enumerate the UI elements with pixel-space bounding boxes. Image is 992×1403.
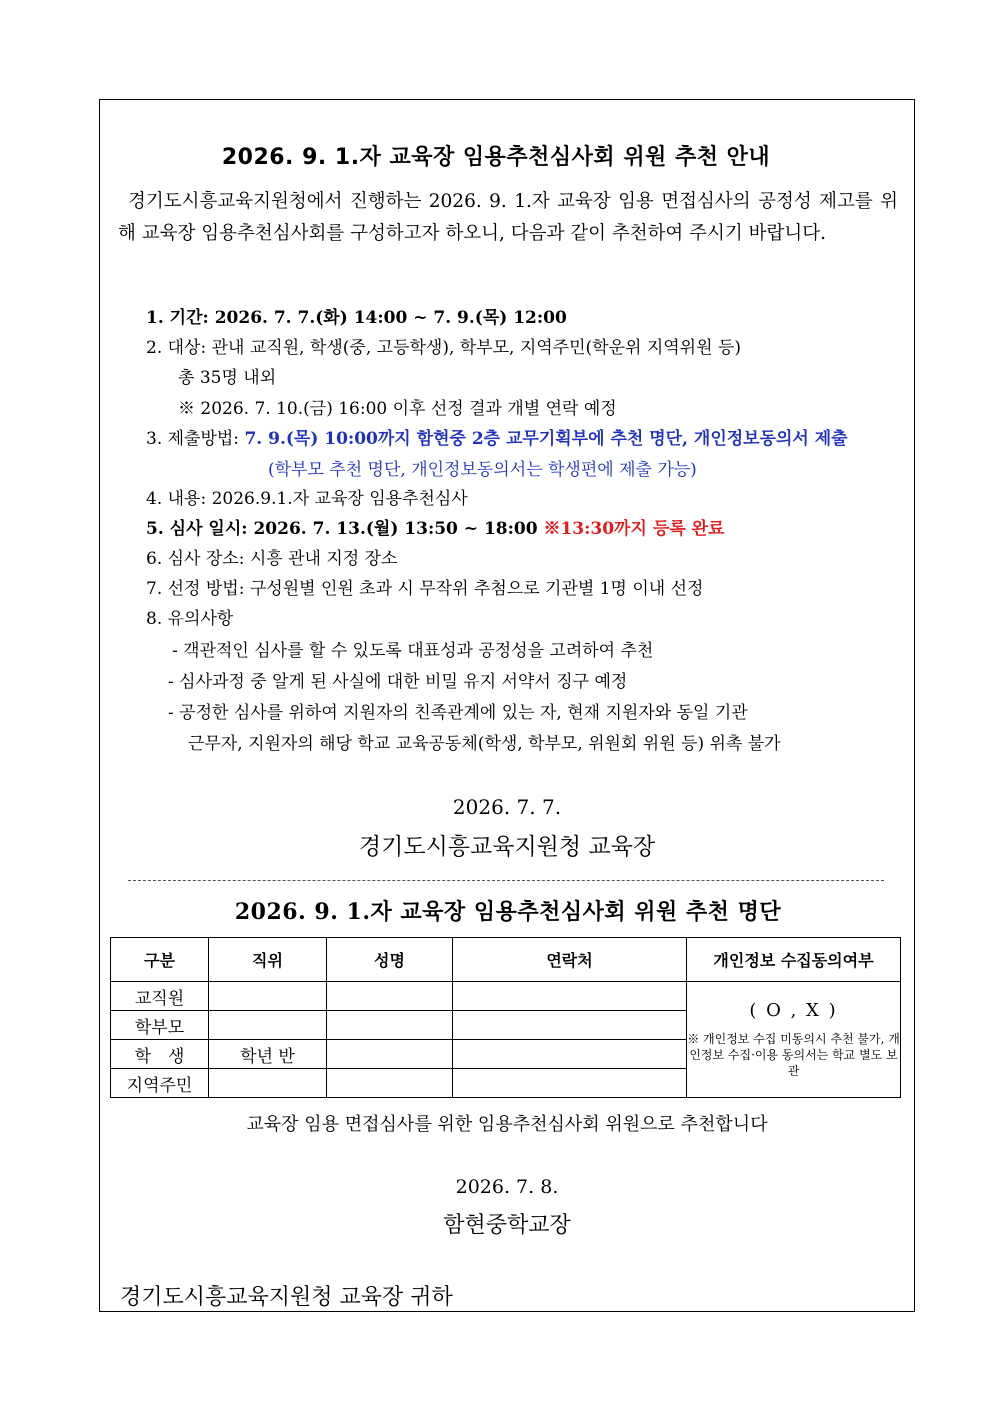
form-recipient: 경기도시흥교육지원청 교육장 귀하 [120,1285,453,1310]
header-name: 성명 [327,938,453,982]
item-target-cont: 총 35명 내외 [178,368,277,388]
nomination-table [110,937,901,1098]
item-selection: 7. 선정 방법: 구성원별 인원 초과 시 무작위 추첨으로 기관별 1명 이내 선정 [146,579,704,599]
name-cell[interactable] [327,982,453,1011]
header-position: 직위 [209,938,327,982]
notice-issuer: 경기도시흥교육지원청 교육장 [358,834,656,860]
item-target-note: ※ 2026. 7. 10.(금) 16:00 이후 선정 결과 개별 연락 예정 [178,399,617,419]
header-consent: 개인정보 수집동의여부 [687,938,901,982]
form-title: 2026. 9. 1.자 교육장 임용추천심사회 위원 추천 명단 [234,899,782,925]
notice-date: 2026. 7. 7. [452,795,562,819]
form-signer: 함현중학교장 [443,1213,571,1238]
form-date: 2026. 7. 8. [455,1176,559,1198]
item-content: 4. 내용: 2026.9.1.자 교육장 임용추천심사 [146,489,468,509]
item-submit [146,424,848,449]
cut-line [128,880,884,881]
submit-value: 7. 9.(목) 10:00까지 함현중 2층 교무기획부에 추천 명단, 개인정보동의서 제출 [244,429,848,449]
name-cell[interactable] [327,1011,453,1040]
row-label-staff: 교직원 [111,982,209,1011]
item-target: 2. 대상: 관내 교직원, 학생(중, 고등학생), 학부모, 지역주민(학운위 지역위원 등) [146,338,741,358]
item-period: 1. 기간: 2026. 7. 7.(화) 14:00 ~ 7. 9.(목) 12:00 [146,308,567,328]
position-cell[interactable] [209,1069,327,1098]
position-cell[interactable] [209,982,327,1011]
position-cell[interactable] [209,1011,327,1040]
note-3: - 공정한 심사를 위하여 지원자의 친족관계에 있는 자, 현재 지원자와 동일 기관 [168,703,748,723]
item-place: 6. 심사 장소: 시흥 관내 지정 장소 [146,549,398,569]
table-header-row [111,938,901,982]
table-row [111,982,901,1011]
consent-cell[interactable] [687,982,901,1098]
note-3-cont: 근무자, 지원자의 해당 학교 교육공동체(학생, 학부모, 위원회 위원 등) 위촉 불가 [188,734,781,754]
schedule-note: ※13:30까지 등록 완료 [543,519,725,539]
student-position-cell[interactable]: 학년 반 [209,1040,327,1069]
contact-cell[interactable] [453,982,687,1011]
submit-label: 3. 제출방법: [146,429,245,449]
item-schedule [146,514,724,539]
row-label-parent: 학부모 [111,1011,209,1040]
header-category: 구분 [111,938,209,982]
name-cell[interactable] [327,1069,453,1098]
header-contact: 연락처 [453,938,687,982]
row-label-student: 학 생 [111,1040,209,1069]
item-notes-label: 8. 유의사항 [146,609,234,629]
row-label-resident: 지역주민 [111,1069,209,1098]
notice-intro: 경기도시흥교육지원청에서 진행하는 2026. 9. 1.자 교육장 임용 면접심사의 공정성 제고를 위해 교육장 임용추천심사회를 구성하고자 하오니, 다음과 같이 추천하여 주시기 바랍니다. [118,191,898,244]
note-2: - 심사과정 중 알게 된 사실에 대한 비밀 유지 서약서 징구 예정 [168,672,628,692]
consent-options: ( O , X ) [749,1000,838,1021]
contact-cell[interactable] [453,1011,687,1040]
note-1: - 객관적인 심사를 할 수 있도록 대표성과 공정성을 고려하여 추천 [172,641,654,661]
contact-cell[interactable] [453,1069,687,1098]
form-statement: 교육장 임용 면접심사를 위한 임용추천심사회 위원으로 추천합니다 [246,1114,768,1135]
schedule-text: 5. 심사 일시: 2026. 7. 13.(월) 13:50 ~ 18:00 [146,519,544,539]
consent-note: ※ 개인정보 수집 미동의시 추천 불가, 개인정보 수집·이용 동의서는 학교 별도 보관 [687,1032,900,1078]
notice-title: 2026. 9. 1.자 교육장 임용추천심사회 위원 추천 안내 [221,145,771,170]
contact-cell[interactable] [453,1040,687,1069]
name-cell[interactable] [327,1040,453,1069]
item-submit-note: (학부모 추천 명단, 개인정보동의서는 학생편에 제출 가능) [268,460,697,480]
